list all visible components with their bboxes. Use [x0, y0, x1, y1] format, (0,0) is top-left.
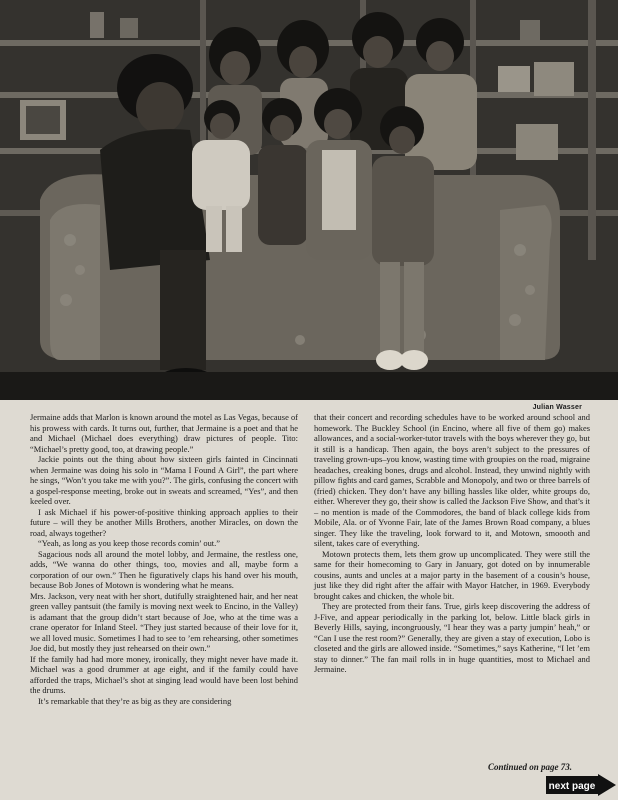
- paragraph: “Yeah, as long as you keep those records comin’ out.”: [38, 538, 220, 548]
- paragraph: Jermaine adds that Marlon is known around the motel as Las Vegas, because of his prowess with cards. It turns out, further, that Jermaine is a poet and that he and Michael (Michael does everything) draw pictures of people. Tito: “Michael’s pretty good, too, at drawing people.”: [30, 412, 298, 454]
- paragraph: If the family had had more money, ironically, they might never have made it. Michael was a good drummer at age eight, and if the family could have afforded the traps, Michael’s shot at singing lead would have been lost behind the drums.: [30, 653, 298, 695]
- paragraph: that their concert and recording schedules have to be worked around school and homework. The Buckley School (in Encino, where all five of them go) makes allowances, and a social-worker-tutor travels with the boys wherever they go, but it still is a handicap. Then again, the boys aren’t subject to the pressures of traveling grown-ups–you know, wasting time with groupies on the road, migraine headaches, creaking bones, drugs and alcohol. Instead, they unwind nightly with pillow fights and card games, Scrabble and Monopoly, and two or three barrels of (fried) chicken. They don’t have any billing hassles like older, white groups do, either. Wherever they go, their show is called the Jackson Five Show, and that’s it – no mention is made of the Commodores, the band of black college kids from Mobile, Ala. or of Yvonne Fair, late of the James Brown Road company, a blues singer. They like the traveling, look forward to it, and Motown, smoooth and silent, takes care of everything.: [314, 412, 590, 548]
- next-page-button[interactable]: [546, 774, 616, 796]
- continued-note: Continued on page 73.: [487, 762, 572, 772]
- photo-credit: Julian Wasser: [532, 404, 582, 411]
- paragraph: It’s remarkable that they’re as big as they are considering: [38, 695, 232, 706]
- article-column-right: [314, 412, 590, 675]
- paragraph: Jackie points out the thing about how sixteen girls fainted in Cincinnati when Jermaine was doing his solo in “Mama I Found A Girl”, the part where he sings, “Won’t you take me with you?”. The girls, confusing the concert with a gospel-response meeting, broke out in sweats and screamed, “Yes”, and then keeled over.: [30, 454, 298, 506]
- paragraph: Motown protects them, lets them grow up uncomplicated. They were still the same for their homecoming to Gary in January, got doted on by innumerable cousins, aunts and uncles at a major party in the basement of a cousin’s house, just like they did right after the affair with Mayor Hatcher, in 1969. Everybody brought cakes and chicken, the whole bit.: [314, 548, 590, 601]
- paragraph: I ask Michael if his power-of-positive thinking approach applies to their future – will they be another Mills Brothers, another Miracles, on down the road, always together?: [30, 506, 298, 538]
- article-column-left: [30, 412, 298, 706]
- paragraph: They are protected from their fans. True, girls keep discovering the address of J-Five, and appear periodically in the parking lot, below. Little black girls in Beverly Hills, saying, incongruously, “I hear they was a party jumpin’ heah,” or “Can I use the rest room?” Generally, they are given a stay of execution, Lobo is closeted and the girls are allowed inside. “Sometimes,” says Katherine, “I let ’em stay to dinner.” The fan mail rolls in in huge quantities, most to Michael and Jermaine.: [314, 601, 590, 674]
- paragraph: Sagacious nods all around the motel lobby, and Jermaine, the restless one, adds, “We wanna do other things, too, movies and all, maybe form a corporation of our own.” Then he figuratively claps his hand over his mouth, because Bob Jones of Motown is wondering what he means.: [30, 548, 298, 590]
- paragraph: Mrs. Jackson, very neat with her short, dutifully straightened hair, and her neat green valley pantsuit (the family is moving next week to Encino, in the Valley) is adamant that the group didn’t start because of Joe, who at the time was a crane operator for Inland Steel. “They just started because of their love for it, we all loved music. Sometimes I had to see to ’em rehearsing, other sometimes Joe did, but mostly they just rehearsed on their own.”: [30, 590, 298, 653]
- next-page-label: next page: [548, 781, 596, 792]
